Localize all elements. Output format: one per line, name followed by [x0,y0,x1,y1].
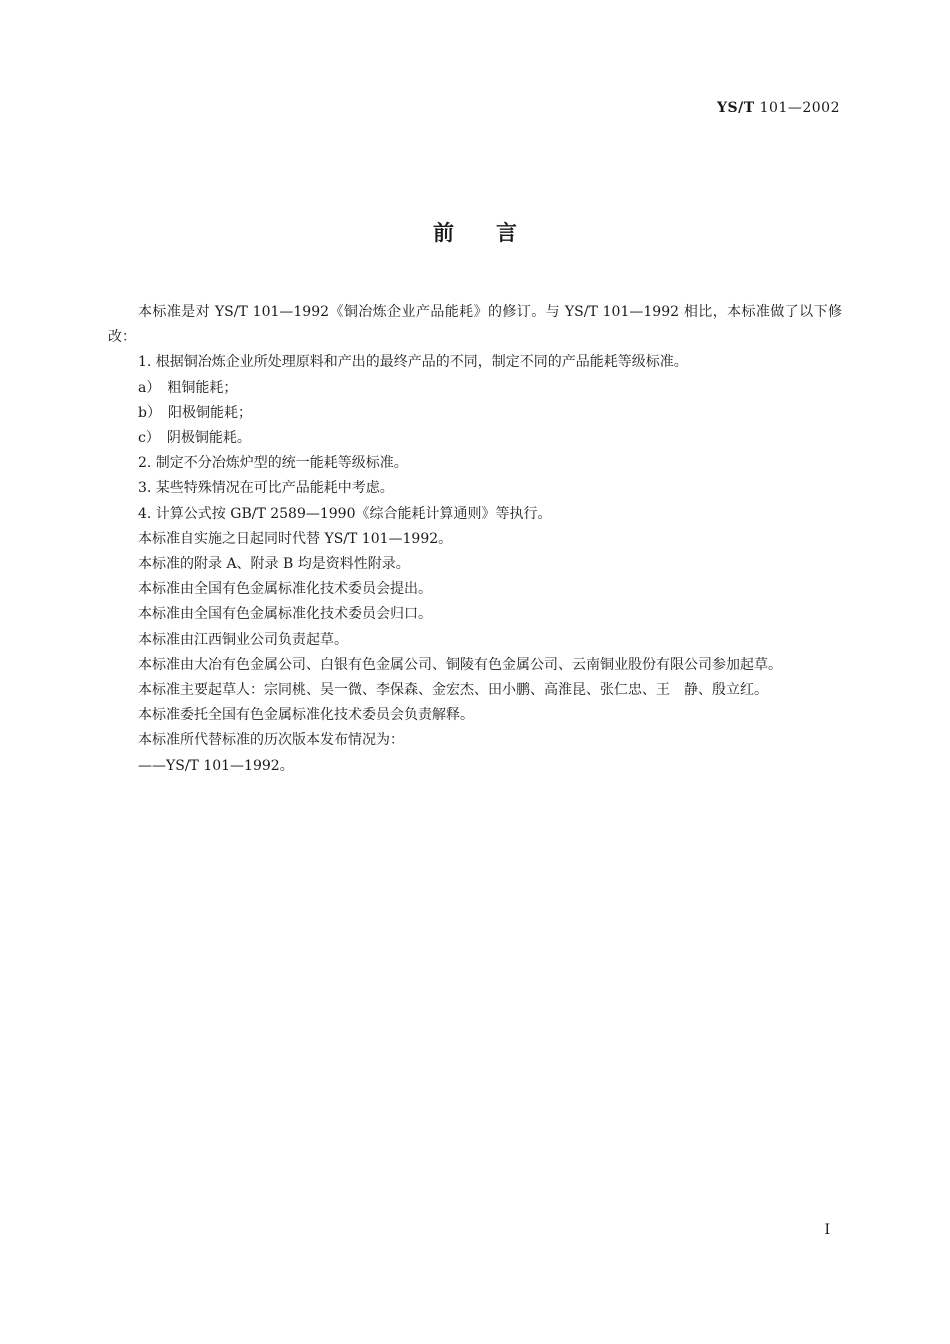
document-code-number: 101—2002 [759,100,840,116]
page-title: 前言 [433,221,559,245]
paragraph-centralized-by: 本标准由全国有色金属标准化技术委员会归口。 [138,606,432,623]
sub-item-c: c） 阴极铜能耗。 [138,430,251,447]
document-code-prefix: YS/T [717,100,755,116]
document-code [717,100,840,116]
sub-item-b: b） 阳极铜能耗； [138,404,252,421]
paragraph-replaces: 本标准自实施之日起同时代替 YS/T 101—1992。 [138,530,453,547]
page-number: I [824,1222,830,1238]
paragraph-history-item: ——YS/T 101—1992。 [138,757,294,774]
paragraph-participants: 本标准由大冶有色金属公司、白银有色金属公司、铜陵有色金属公司、云南铜业股份有限公司参加起草。 [138,656,782,673]
paragraph-revision-intro: 本标准是对 YS/T 101—1992《铜冶炼企业产品能耗》的修订。与 YS/T 101—1992 相比，本标准做了以下修改： [108,304,842,346]
list-item-1: 1. 根据铜冶炼企业所处理原料和产出的最终产品的不同，制定不同的产品能耗等级标准。 [138,354,688,371]
paragraph-interpretation: 本标准委托全国有色金属标准化技术委员会负责解释。 [138,707,474,724]
list-item-3: 3. 某些特殊情况在可比产品能耗中考虑。 [138,480,394,497]
sub-item-a: a） 粗铜能耗； [138,379,238,396]
paragraph-history: 本标准所代替标准的历次版本发布情况为： [138,732,404,749]
foreword-body [108,300,842,779]
paragraph-drafted-by: 本标准由江西铜业公司负责起草。 [138,631,348,648]
list-item-4: 4. 计算公式按 GB/T 2589—1990《综合能耗计算通则》等执行。 [138,505,552,522]
paragraph-main-drafters: 本标准主要起草人：宗同桃、吴一微、李保森、金宏杰、田小鹏、高淮昆、张仁忠、王 静、殷立红。 [138,682,768,699]
paragraph-proposed-by: 本标准由全国有色金属标准化技术委员会提出。 [138,581,432,598]
paragraph-appendix: 本标准的附录 A、附录 B 均是资料性附录。 [138,556,410,573]
list-item-2: 2. 制定不分冶炼炉型的统一能耗等级标准。 [138,455,408,472]
